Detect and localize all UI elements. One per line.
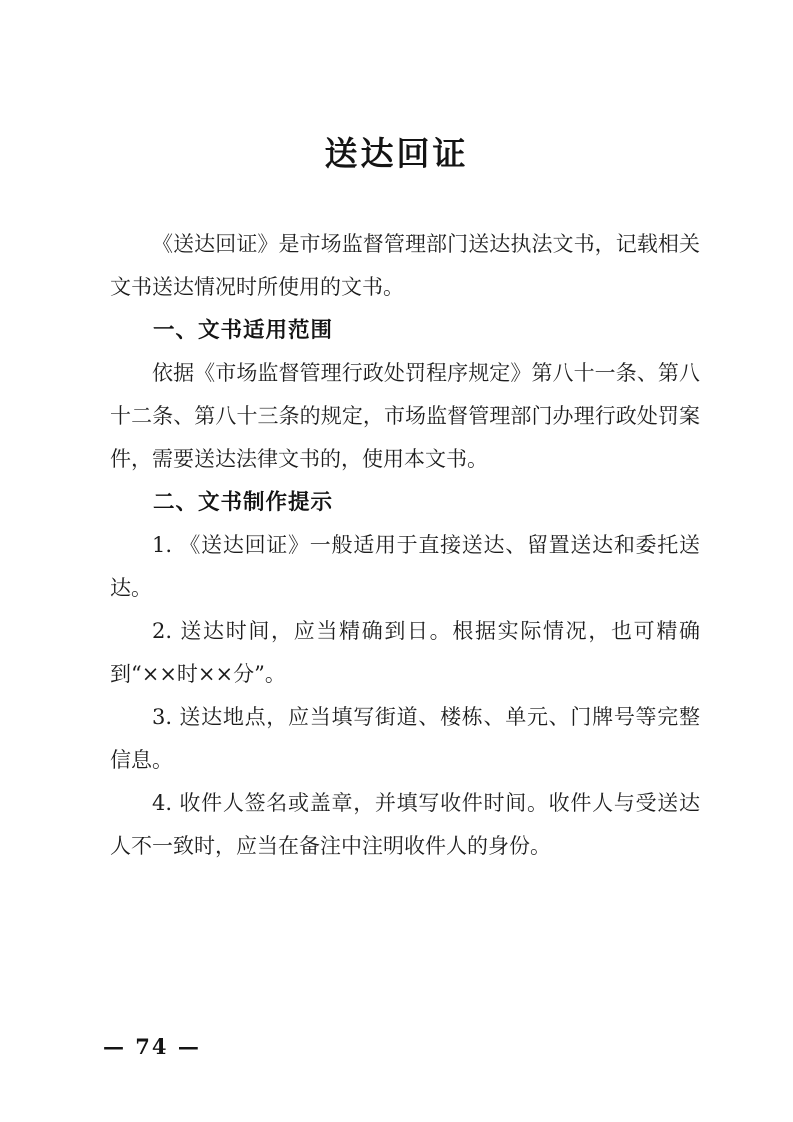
section-2-item-1: 1. 《送达回证》一般适用于直接送达、留置送达和委托送达。 xyxy=(110,533,700,600)
section-2-item-4: 4. 收件人签名或盖章，并填写收件时间。收件人与受送达人不一致时，应当在备注中注明收件人的身份。 xyxy=(110,791,700,858)
section-1-heading: 一、文书适用范围 xyxy=(153,318,334,343)
section-2-item-2: 2. 送达时间，应当精确到日。根据实际情况，也可精确到“××时××分”。 xyxy=(110,619,700,686)
section-1-paragraph: 依据《市场监督管理行政处罚程序规定》第八十一条、第八十二条、第八十三条的规定，市场监督管理部门办理行政处罚案件，需要送达法律文书的，使用本文书。 xyxy=(110,361,700,471)
intro-paragraph: 《送达回证》是市场监督管理部门送达执法文书，记载相关文书送达情况时所使用的文书。 xyxy=(110,232,700,299)
section-2-heading: 二、文书制作提示 xyxy=(153,490,334,515)
section-2-item-3: 3. 送达地点，应当填写街道、楼栋、单元、门牌号等完整信息。 xyxy=(110,705,700,772)
document-body xyxy=(110,223,700,868)
page-number: — 74 — xyxy=(103,1034,201,1059)
document-title: 送达回证 xyxy=(324,134,469,173)
